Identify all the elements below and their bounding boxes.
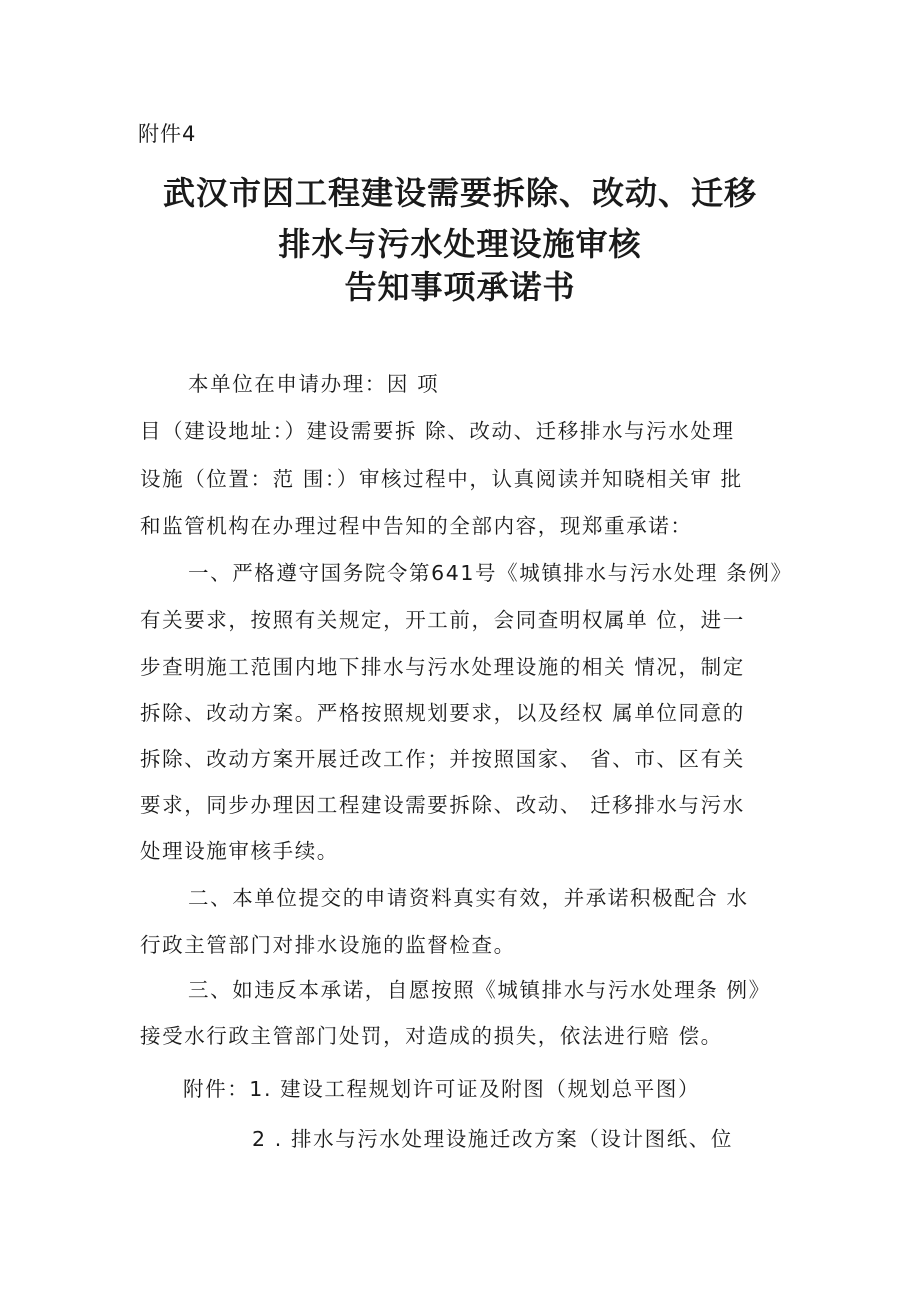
commitment-1-line: 拆除、改动方案。严格按照规划要求，以及经权 属单位同意的 — [140, 701, 745, 725]
document-title-line-2: 排水与污水处理设施审核 — [278, 225, 642, 263]
commitment-1-line: 有关要求，按照有关规定，开工前，会同查明权属单 位，进一 — [140, 608, 745, 632]
attachment-number-label: 附件4 — [138, 122, 197, 146]
document-title-line-1: 武汉市因工程建设需要拆除、改动、迁移 — [162, 174, 757, 212]
intro-line: 本单位在申请办理：因 项 — [188, 372, 440, 396]
commitment-1-line: 要求，同步办理因工程建设需要拆除、改动、 迁移排水与污水 — [140, 793, 745, 817]
document-title-line-3: 告知事项承诺书 — [344, 268, 576, 306]
intro-line: 设施（位置：范 围：）审核过程中，认真阅读并知晓相关审 批 — [140, 467, 743, 491]
attachment-item: 附件：1. 建设工程规划许可证及附图（规划总平图） — [183, 1077, 701, 1101]
intro-line: 和监管机构在办理过程中告知的全部内容，现郑重承诺： — [140, 514, 693, 538]
commitment-2-line: 二、本单位提交的申请资料真实有效，并承诺积极配合 水 — [188, 886, 749, 910]
commitment-2-line: 行政主管部门对排水设施的监督检查。 — [140, 933, 516, 957]
commitment-1-line: 步查明施工范围内地下排水与污水处理设施的相关 情况，制定 — [140, 655, 745, 679]
commitment-1-line: 拆除、改动方案开展迁改工作；并按照国家、 省、市、区有关 — [140, 747, 745, 771]
commitment-3-line: 三、如违反本承诺，自愿按照《城镇排水与污水处理条 例》 — [188, 978, 771, 1002]
commitment-1-line: 一、严格遵守国务院令第641号《城镇排水与污水处理 条例》 — [188, 561, 793, 585]
attachment-item: 2 . 排水与污水处理设施迁改方案（设计图纸、位 — [252, 1127, 733, 1151]
intro-line: 目（建设地址：）建设需要拆 除、改动、迁移排水与污水处理 — [140, 419, 735, 443]
commitment-1-line: 处理设施审核手续。 — [140, 839, 339, 863]
commitment-3-line: 接受水行政主管部门处罚，对造成的损失，依法进行赔 偿。 — [140, 1024, 723, 1048]
